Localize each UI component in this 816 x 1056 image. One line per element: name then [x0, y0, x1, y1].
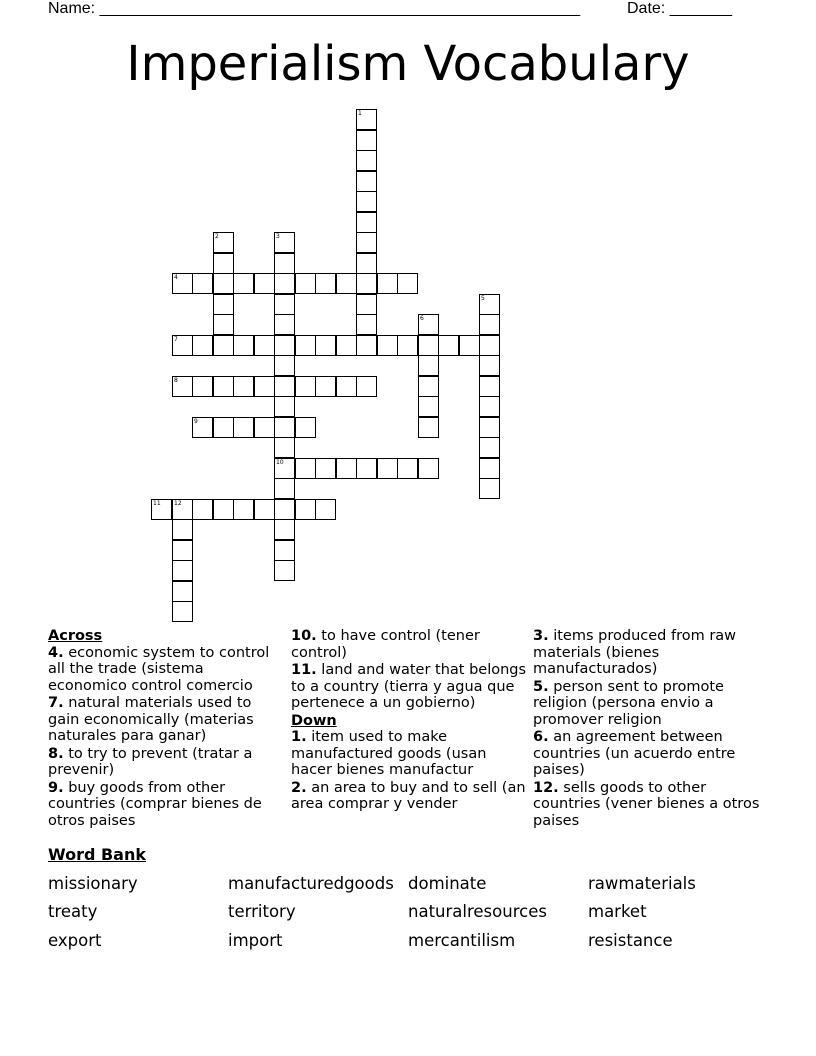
crossword-cell[interactable]	[356, 253, 377, 274]
crossword-cell[interactable]	[274, 273, 295, 294]
word-bank-item: rawmaterials	[588, 874, 696, 893]
crossword-cell[interactable]	[356, 294, 377, 315]
word-bank-item: naturalresources	[408, 902, 547, 921]
clue-number: 2	[215, 233, 219, 240]
clue-down-12: 12. sells goods to other countries (vener bienes a otros paises	[533, 779, 760, 829]
crossword-cell[interactable]	[274, 294, 295, 315]
crossword-cell[interactable]	[274, 314, 295, 335]
crossword-cell[interactable]	[356, 232, 377, 253]
clue-number: 6	[420, 315, 424, 322]
crossword-cell[interactable]	[213, 335, 234, 356]
clue-down-1: 1. item used to make manufactured goods (usan hacer bienes manufactur	[291, 729, 487, 778]
crossword-cell[interactable]	[336, 458, 357, 479]
crossword-cell[interactable]	[192, 417, 213, 438]
crossword-cell[interactable]	[274, 232, 295, 253]
crossword-cell[interactable]	[254, 417, 275, 438]
crossword-cell[interactable]	[479, 478, 500, 499]
crossword-cell[interactable]	[438, 335, 459, 356]
crossword-cell[interactable]	[479, 355, 500, 376]
crossword-cell[interactable]	[151, 499, 172, 520]
crossword-cell[interactable]	[418, 376, 439, 397]
crossword-cell[interactable]	[213, 499, 234, 520]
word-bank-item: mercantilism	[408, 931, 516, 950]
crossword-cell[interactable]	[356, 458, 377, 479]
crossword-cell[interactable]	[172, 376, 193, 397]
clue-down-3: 3. items produced from raw materials (bienes manufacturados)	[533, 628, 737, 677]
clue-down-2: 2. an area to buy and to sell (an area comprar y vender	[291, 779, 526, 812]
crossword-cell[interactable]	[397, 273, 418, 294]
crossword-cell[interactable]	[233, 335, 254, 356]
crossword-cell[interactable]	[356, 335, 377, 356]
clue-number: 11	[153, 500, 161, 507]
word-bank-item: manufacturedgoods	[228, 874, 394, 893]
crossword-cell[interactable]	[192, 499, 213, 520]
page-title: Imperialism Vocabulary	[126, 36, 690, 92]
crossword-cell[interactable]	[356, 212, 377, 233]
crossword-cell[interactable]	[418, 314, 439, 335]
crossword-cell[interactable]	[213, 417, 234, 438]
crossword-cell[interactable]	[233, 499, 254, 520]
crossword-cell[interactable]	[315, 335, 336, 356]
crossword-cell[interactable]	[295, 376, 316, 397]
crossword-cell[interactable]	[254, 273, 275, 294]
across-heading: Across	[48, 628, 103, 644]
crossword-cell[interactable]	[356, 130, 377, 151]
word-bank-item: resistance	[588, 931, 673, 950]
crossword-cell[interactable]	[356, 314, 377, 335]
crossword-cell[interactable]	[336, 273, 357, 294]
crossword-cell[interactable]	[172, 560, 193, 581]
clue-across-4: 4. economic system to control all the trade (sistema economico control comercio	[48, 644, 270, 694]
crossword-cell[interactable]	[172, 601, 193, 622]
word-bank-item: territory	[228, 902, 296, 921]
word-bank-item: market	[588, 902, 647, 921]
crossword-cell[interactable]	[213, 294, 234, 315]
crossword-cell[interactable]	[233, 273, 254, 294]
crossword-cell[interactable]	[213, 314, 234, 335]
clue-number: 1	[358, 110, 362, 117]
name-field-label: Name: ______________________________________________________	[48, 0, 581, 17]
crossword-cell[interactable]	[172, 273, 193, 294]
crossword-cell[interactable]	[479, 396, 500, 417]
crossword-cell[interactable]	[254, 376, 275, 397]
clue-number: 3	[276, 233, 280, 240]
crossword-cell[interactable]	[233, 376, 254, 397]
word-bank-item: import	[228, 931, 283, 950]
clue-column-1	[48, 628, 286, 830]
crossword-cell[interactable]	[336, 376, 357, 397]
crossword-cell[interactable]	[172, 581, 193, 602]
crossword-cell[interactable]	[295, 335, 316, 356]
crossword-cell[interactable]	[418, 355, 439, 376]
clue-column-3	[533, 628, 773, 830]
crossword-cell[interactable]	[479, 314, 500, 335]
crossword-cell[interactable]	[356, 171, 377, 192]
crossword-cell[interactable]	[336, 335, 357, 356]
crossword-cell[interactable]	[213, 253, 234, 274]
crossword-cell[interactable]	[172, 519, 193, 540]
crossword-cell[interactable]	[356, 109, 377, 130]
clue-across-8: 8. to try to prevent (tratar a prevenir)	[48, 745, 253, 778]
crossword-cell[interactable]	[479, 437, 500, 458]
crossword-cell[interactable]	[274, 540, 295, 561]
crossword-cell[interactable]	[418, 335, 439, 356]
crossword-cell[interactable]	[479, 458, 500, 479]
crossword-cell[interactable]	[397, 458, 418, 479]
crossword-cell[interactable]	[315, 376, 336, 397]
crossword-cell[interactable]	[377, 273, 398, 294]
crossword-cell[interactable]	[377, 335, 398, 356]
crossword-cell[interactable]	[274, 437, 295, 458]
crossword-cell[interactable]	[213, 273, 234, 294]
clue-across-11: 11. land and water that belongs to a country (tierra y agua que pertenece a un gobierno)	[291, 662, 527, 711]
crossword-cell[interactable]	[274, 499, 295, 520]
crossword-cell[interactable]	[479, 294, 500, 315]
word-bank-item: treaty	[48, 902, 98, 921]
crossword-cell[interactable]	[213, 376, 234, 397]
clue-number: 4	[174, 274, 178, 281]
clue-number: 5	[481, 295, 485, 302]
crossword-cell[interactable]	[274, 355, 295, 376]
clue-across-9: 9. buy goods from other countries (comprar bienes de otros paises	[48, 779, 262, 829]
clue-number: 10	[276, 459, 284, 466]
crossword-cell[interactable]	[418, 417, 439, 438]
crossword-cell[interactable]	[356, 273, 377, 294]
crossword-cell[interactable]	[295, 417, 316, 438]
crossword-cell[interactable]	[295, 273, 316, 294]
crossword-cell[interactable]	[479, 376, 500, 397]
word-bank-title: Word Bank	[48, 845, 147, 864]
crossword-cell[interactable]	[418, 396, 439, 417]
clue-across-10: 10. to have control (tener control)	[291, 628, 480, 661]
date-field-label: Date: _______	[627, 0, 732, 17]
clue-down-6: 6. an agreement between countries (un acuerdo entre paises)	[533, 729, 736, 778]
crossword-cell[interactable]	[315, 458, 336, 479]
crossword-cell[interactable]	[172, 540, 193, 561]
crossword-cell[interactable]	[172, 335, 193, 356]
crossword-cell[interactable]	[172, 499, 193, 520]
clue-across-7: 7. natural materials used to gain economically (materias naturales para ganar)	[48, 695, 254, 744]
crossword-cell[interactable]	[274, 335, 295, 356]
crossword-cell[interactable]	[315, 273, 336, 294]
crossword-cell[interactable]	[274, 519, 295, 540]
crossword-cell[interactable]	[295, 458, 316, 479]
crossword-cell[interactable]	[377, 458, 398, 479]
crossword-cell[interactable]	[356, 376, 377, 397]
crossword-cell[interactable]	[274, 396, 295, 417]
crossword-cell[interactable]	[295, 499, 316, 520]
crossword-cell[interactable]	[479, 417, 500, 438]
crossword-cell[interactable]	[274, 458, 295, 479]
crossword-cell[interactable]	[274, 417, 295, 438]
crossword-cell[interactable]	[356, 150, 377, 171]
word-bank-item: missionary	[48, 874, 138, 893]
crossword-cell[interactable]	[192, 335, 213, 356]
crossword-cell[interactable]	[274, 376, 295, 397]
clue-number: 8	[174, 377, 178, 384]
crossword-cell[interactable]	[356, 191, 377, 212]
crossword-cell[interactable]	[479, 335, 500, 356]
down-heading: Down	[291, 712, 337, 729]
word-bank-item: export	[48, 931, 102, 950]
crossword-cell[interactable]	[192, 376, 213, 397]
crossword-cell[interactable]	[233, 417, 254, 438]
word-bank-item: dominate	[408, 874, 487, 893]
clue-number: 9	[194, 418, 198, 425]
clue-number: 12	[174, 500, 182, 507]
crossword-cell[interactable]	[274, 253, 295, 274]
crossword-cell[interactable]	[192, 273, 213, 294]
crossword-cell[interactable]	[274, 478, 295, 499]
clue-number: 7	[174, 336, 178, 343]
clue-column-2	[291, 628, 529, 814]
clue-down-5: 5. person sent to promote religion (persona envio a promover religion	[533, 678, 724, 728]
crossword-cell[interactable]	[459, 335, 480, 356]
crossword-cell[interactable]	[418, 458, 439, 479]
crossword-cell[interactable]	[397, 335, 418, 356]
crossword-cell[interactable]	[254, 499, 275, 520]
crossword-cell[interactable]	[213, 232, 234, 253]
crossword-cell[interactable]	[274, 560, 295, 581]
crossword-cell[interactable]	[315, 499, 336, 520]
crossword-cell[interactable]	[254, 335, 275, 356]
